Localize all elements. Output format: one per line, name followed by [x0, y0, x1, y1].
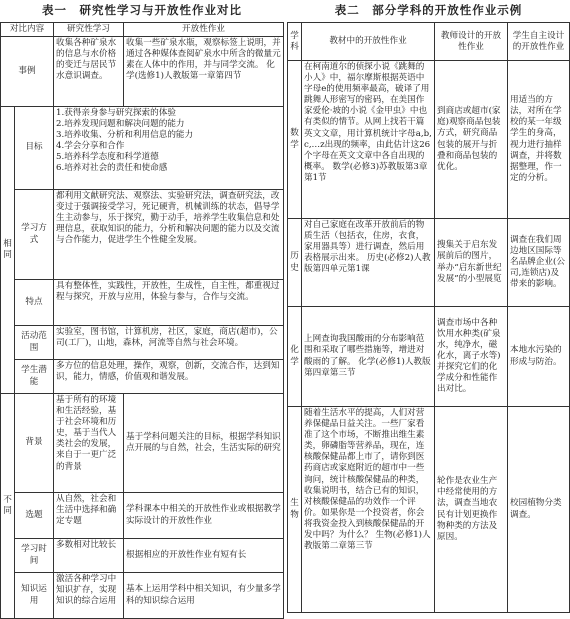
- biology-textbook: 随着生活水平的提高，人们对营养保健品日益关注。一些厂家看准了这个市场，不断推出维生素类，卵磷脂等营养品，现在，连核酸保健品都上市了，请你到医药商店或家庭附近的超市中一些询问，统计核酸保健品的种类，收集说明书，结合已有的知识，对核酸保健品的功效作一个评价。如果你是一个投资者，你会将我资金投入到核酸保健品的开发中吗？为什么？ 生物(必修1)人教版第二章第三节: [302, 407, 435, 613]
- row-label-background: 背景: [15, 394, 54, 493]
- goal-item: 3.培养收集、分析和利用信息的能力: [56, 130, 194, 141]
- feature-text: 具有整体性，实践性，开放性，生成性，自主性，都重视过程与探究，开放与应用，体验与参与，合作与交流。: [54, 280, 284, 326]
- row-label-method: 学习方式: [15, 190, 54, 280]
- row-label-goal: 目标: [15, 107, 54, 190]
- header-research: 研究性学习: [54, 23, 124, 37]
- time-research: 多数相对比较长: [54, 539, 124, 573]
- comparison-table: [0, 22, 284, 619]
- row-label-knowledge: 知识运用: [15, 573, 54, 619]
- history-student: 调查在我们周边地区国际等名品牌企业(公司,连锁店)及带来的影响。: [508, 219, 570, 307]
- goal-item: 4.学会分享和合作: [56, 141, 125, 152]
- goal-item: 1.获得亲身参与研究探索的体验: [56, 108, 176, 118]
- goal-item: 6.培养对社会的责任和使命感: [56, 163, 168, 174]
- chemistry-teacher: 调查市场中各种饮用水种类(矿泉水，纯净水，磁化水，离子水等)并探究它们的化学成分和性能作出对比。: [435, 307, 508, 407]
- header-student: 学生自主设计的开放性作业: [508, 23, 570, 61]
- row-label-scope: 活动范围: [15, 326, 54, 360]
- goal-item: 2.培养发现问题和解决问题的能力: [56, 119, 185, 130]
- group-diff: 不同: [1, 394, 15, 619]
- knowledge-open: 基本上运用学科中相关知识，有少量多学科的知识综合运用: [124, 573, 284, 619]
- goal-list: [54, 107, 284, 190]
- group-same: 相同: [1, 107, 15, 394]
- left-table-title: 表一 研究性学习与开放性作业对比: [42, 3, 242, 17]
- example-open: 收集一些矿泉水瓶，观察标签上说明，并通过各种媒体查阅矿泉水中所含的微量元素在人体中的作用，并与同学交流。 化学(选修1)人教版第一章第四节: [124, 37, 284, 107]
- goal-item: 5.培养科学态度和科学道德: [56, 152, 159, 163]
- knowledge-research: 激活各种学习中知识扩存，实现知识的综合运用: [54, 573, 124, 619]
- row-label-potential: 学生潜能: [15, 360, 54, 394]
- header-textbook: 教材中的开放性作业: [302, 23, 435, 61]
- header-subject: 学科: [288, 23, 302, 61]
- biology-student: 校园植物分类调查。: [508, 407, 570, 613]
- topic-open: 学科课本中相关的开放性作业或根据教学实际设计的开放性作业: [124, 493, 284, 539]
- math-student: 用适当的方法，对所在学校的某一年级学生的身高，视力进行抽样调查，并将数据整理，作一定的分析。: [508, 61, 570, 219]
- row-label-topic: 选题: [15, 493, 54, 539]
- header-compare: 对比内容: [1, 23, 54, 37]
- history-teacher: 搜集关于启东发展前后的图片，举办“启东新世纪发展”的小型展览: [435, 219, 508, 307]
- row-label-feature: 特点: [15, 280, 54, 326]
- chemistry-student: 本地水污染的形成与防治。: [508, 307, 570, 407]
- row-label-time: 学习时间: [15, 539, 54, 573]
- subject-math: 数学: [288, 61, 302, 219]
- history-textbook: 对自己家庭在改革开放前后的物质生活（包括衣，住房，衣食，家用器具等）进行调查，然后用表格展示出来。 历史(必修2)人教版第四单元第1课: [302, 219, 435, 307]
- topic-research: 从自然，社会和生活中选择和确定专题: [54, 493, 124, 539]
- scope-text: 实验室，图书馆，计算机房，社区，家庭，商店(超市)，公司(工厂)，山地，森林，河流等自然与社会环境。: [54, 326, 284, 360]
- potential-text: 多方位的信息处理，操作，观察，创新，交流合作，达到知识，能力，情感，价值观和谐发展。: [54, 360, 284, 394]
- example-research: 收集各种矿泉水的信息与水价格的变迁与居民节水意识调查。: [54, 37, 124, 107]
- right-table-title: 表二 部分学科的开放性作业示例: [334, 3, 523, 17]
- math-teacher: 到商店或超市(家庭)观察商品包装方式，研究商品包装的展开与折叠和商品包装的优化。: [435, 61, 508, 219]
- chemistry-textbook: 上网查询我国酸雨的分布影响范围和采取了哪些措施等，增进对酸雨的了解。 化学(必修1)人教版第四章第三节: [302, 307, 435, 407]
- biology-teacher: 轮作是农业生产中经常使用的方法，调查当地农民有计划更换作物种类的方法及原因。: [435, 407, 508, 613]
- subject-biology: 生物: [288, 407, 302, 613]
- background-open: 基于学科问题关注的目标，根据学科知识点开展的与自然，社会，生活实际的研究: [124, 394, 284, 493]
- header-open: 开放性作业: [124, 23, 284, 37]
- time-open: 根据相应的开放性作业有短有长: [124, 539, 284, 573]
- method-text: 都利用文献研究法、观察法、实验研究法，调查研究法，改变过于强调接受学习，死记硬背，机械训练的状态，倡导学生主动参与，乐于探究，勤于动手，培养学生收集信息和处理信息，获取知识的能力，分析和解决问题的能力以及交流与合作能力，促进学生个性健全发展。: [54, 190, 284, 280]
- row-label-example: 事例: [1, 37, 54, 107]
- header-teacher: 教师设计的开放性作业: [435, 23, 508, 61]
- math-textbook: 在柯南道尔的侦探小说《跳舞的小人》中，福尔摩斯根据英语中字母e的使用频率最高，破译了用跳舞人形密写的密码，在美国作家爱伦·坡的小说《金甲虫》中也有类似的情节。从网上找若干篇英文文章，用计算机统计字母a,b,c,…z出现的频率，由此估计这26个字母在英文文章中各自出现的概率。 数学(必修3)苏教版第3章第1节: [302, 61, 435, 219]
- examples-table: [287, 22, 570, 613]
- subject-chemistry: 化学: [288, 307, 302, 407]
- subject-history: 历史: [288, 219, 302, 307]
- background-research: 基于所有的环境和生活经验，基于社会环境和历史，基于当代人类社会的发展，来自于一更广泛的背景: [54, 394, 124, 493]
